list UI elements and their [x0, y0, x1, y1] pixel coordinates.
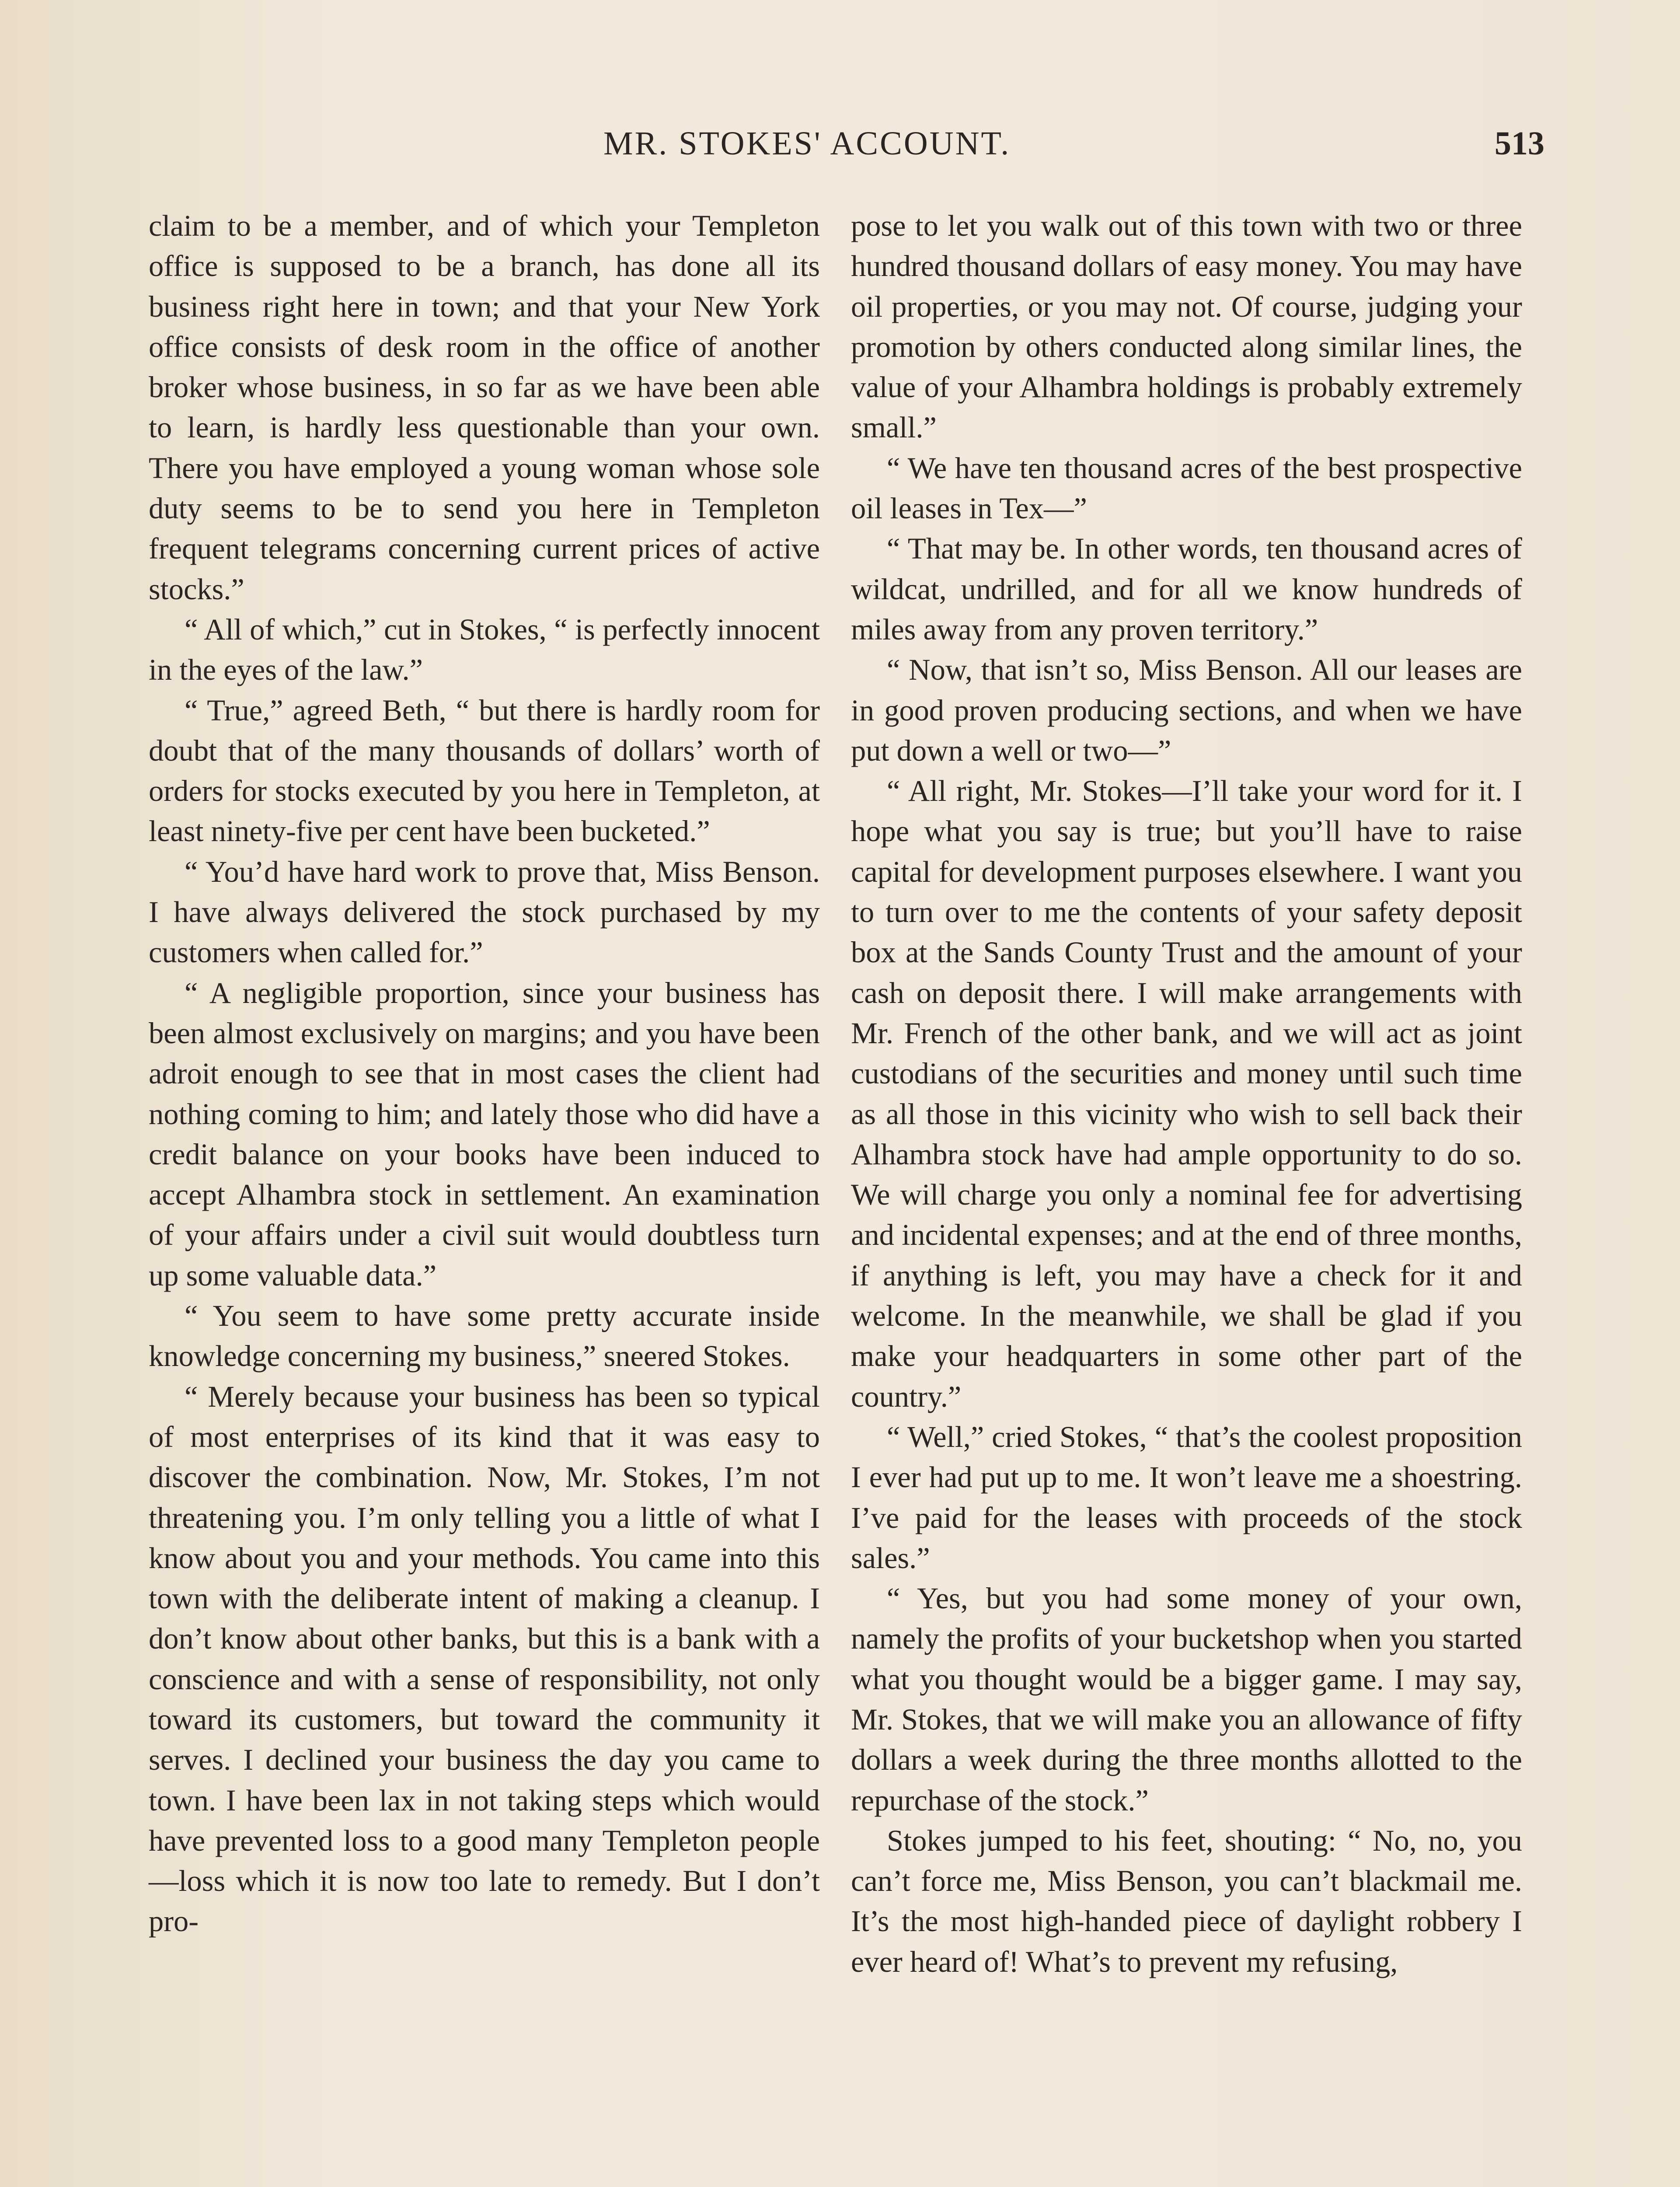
paragraph: “ A negligible proportion, since your business has been almost exclusively on margins; and you have been adroit enough to see that in most cases the client had nothing coming to him; and lately those who did have a credit balance on your books have been induced to accept Alhambra stock in settlement. An examination of your affairs under a civil suit would doubtless turn up some valuable data.” — [149, 976, 820, 1292]
paragraph: “ Merely because your business has been so typical of most enterprises of its kind that it was easy to discover the combination. Now, Mr. Stokes, I’m not threatening you. I’m only telling you a little of what I know about you and your methods. You came into this town with the deliberate intent of making a cleanup. I don’t know about other banks, but this is a bank with a conscience and with a sense of responsibility, not only toward its customers, but toward the community it serves. I declined your business the day you came to town. I have been lax in not taking steps which would have prevented loss to a good many Templeton people—loss which it is now too late to remedy. But I don’t pro- — [149, 1380, 820, 1938]
paragraph: “ You’d have hard work to prove that, Miss Benson. I have always delivered the stock purchased by my customers when called for.” — [149, 855, 820, 969]
left-column — [149, 206, 820, 1942]
page-number: 513 — [1495, 125, 1544, 162]
paragraph: “ Now, that isn’t so, Miss Benson. All our leases are in good proven producing sections, and when we have put down a well or two—” — [851, 653, 1522, 767]
paragraph: “ All of which,” cut in Stokes, “ is perfectly innocent in the eyes of the law.” — [149, 612, 820, 687]
paragraph: claim to be a member, and of which your Templeton office is supposed to be a branch, has done all its business right here in town; and that your New York office consists of desk room in the office of another broker whose business, in so far as we have been able to learn, is hardly less questionable than your own. There you have employed a young woman whose sole duty seems to be to send you here in Templeton frequent telegrams concerning current prices of active stocks.” — [149, 209, 820, 606]
paragraph: “ Well,” cried Stokes, “ that’s the coolest proposition I ever had put up to me. It won’t leave me a shoestring. I’ve paid for the leases with proceeds of the stock sales.” — [851, 1420, 1522, 1575]
paragraph: “ True,” agreed Beth, “ but there is hardly room for doubt that of the many thousands of dollars’ worth of orders for stocks executed by you here in Templeton, at least ninety-five per cent have been bucketed.” — [149, 693, 820, 848]
paragraph: “ All right, Mr. Stokes—I’ll take your word for it. I hope what you say is true; but you’ll have to raise capital for development purposes elsewhere. I want you to turn over to me the contents of your safety deposit box at the Sands County Trust and the amount of your cash on deposit there. I will make arrangements with Mr. French of the other bank, and we will act as joint custodians of the securities and money until such time as all those in this vicinity who wish to sell back their Alhambra stock have had ample opportunity to do so. We will charge you only a nominal fee for advertising and incidental expenses; and at the end of three months, if anything is left, you may have a check for it and welcome. In the meanwhile, we shall be glad if you make your headquarters in some other part of the country.” — [851, 774, 1522, 1413]
paragraph: “ Yes, but you had some money of your own, namely the profits of your bucketshop when you started what you thought would be a bigger game. I may say, Mr. Stokes, that we will make you an allowance of fifty dollars a week during the three months allotted to the repurchase of the stock.” — [851, 1582, 1522, 1817]
running-title: MR. STOKES' ACCOUNT. — [603, 125, 1011, 162]
page-header — [0, 125, 1680, 177]
paragraph: “ You seem to have some pretty accurate inside knowledge concerning my business,” sneered Stokes. — [149, 1299, 820, 1373]
paragraph: “ That may be. In other words, ten thousand acres of wildcat, undrilled, and for all we know hundreds of miles away from any proven territory.” — [851, 532, 1522, 646]
paragraph: “ We have ten thousand acres of the best prospective oil leases in Tex—” — [851, 451, 1522, 525]
paragraph: Stokes jumped to his feet, shouting: “ No, no, you can’t force me, Miss Benson, you can’t blackmail me. It’s the most high-handed piece of daylight robbery I ever heard of! What’s to prevent my refusing, — [851, 1824, 1522, 1978]
right-column — [851, 206, 1522, 1982]
paragraph: pose to let you walk out of this town with two or three hundred thousand dollars of easy money. You may have oil properties, or you may not. Of course, judging your promotion by others conducted along similar lines, the value of your Alhambra holdings is probably extremely small.” — [851, 209, 1522, 444]
